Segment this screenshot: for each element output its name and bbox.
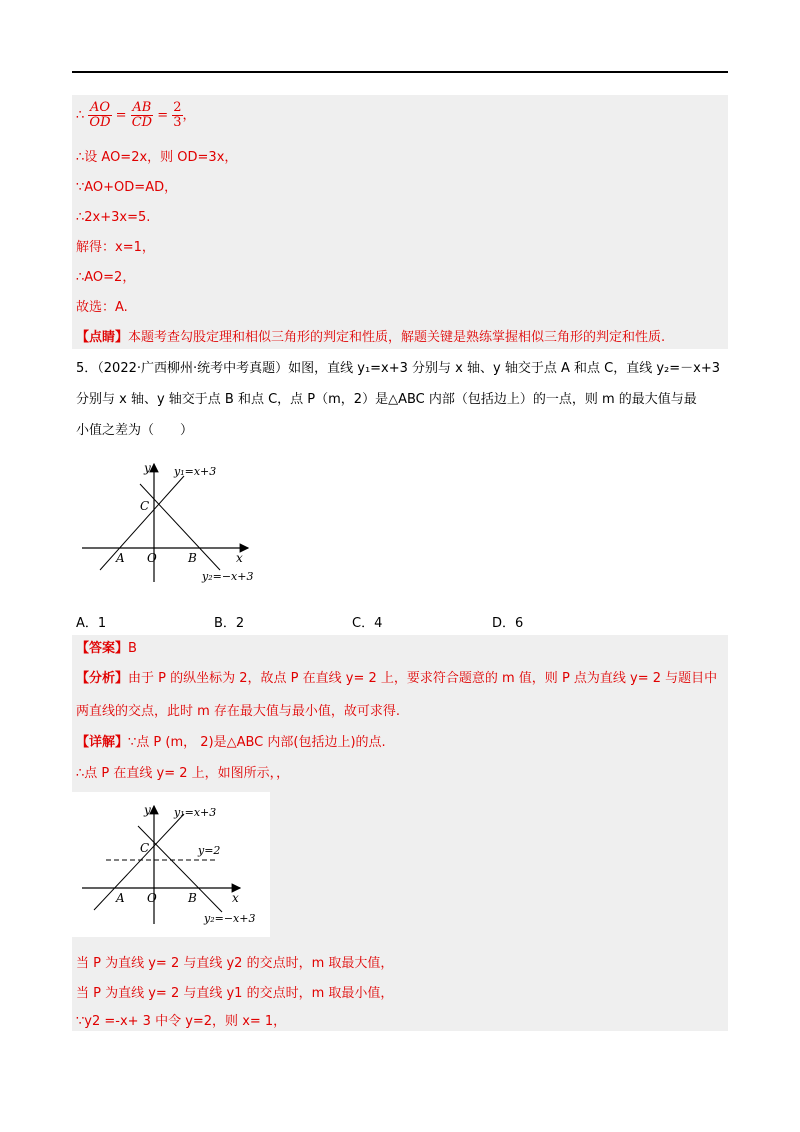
analysis-line: 【分析】由于 P 的纵坐标为 2，故点 P 在直线 y= 2 上，要求符合题意的 m 值，则 P 点为直线 y= 2 与题目中 [76, 671, 718, 686]
solution-line: ∴AO=2， [76, 270, 136, 285]
solution-continuation-block [72, 95, 728, 349]
x-axis-label: x [236, 551, 243, 565]
y1-label: y₁=x+3 [174, 806, 217, 819]
line-y1 [94, 814, 184, 910]
comment-tag: 【点睛】 [76, 330, 129, 345]
x-axis-label: x [232, 891, 239, 905]
detail-tag: 【详解】 [76, 735, 129, 750]
y2-label: y₂=−x+3 [202, 570, 254, 583]
question-line: 5．（2022·广西柳州·统考中考真题）如图，直线 y₁=x+3 分别与 x 轴、y 轴交于点 A 和点 C，直线 y₂=－x+3 [76, 361, 720, 376]
choice-a: A．1 [76, 616, 107, 631]
comment-line [76, 329, 665, 347]
detail-line: 【详解】∵点 P (m， 2)是△ABC 内部(包括边上)的点. [76, 735, 386, 750]
origin-label: O [147, 891, 157, 905]
line-y1 [100, 476, 184, 570]
ratio-equation: ∴ $\frac{AO}{OD}$ = $\frac{AB}{CD}$ = $\frac{2}{3}$ ， [76, 100, 196, 130]
answer-line [76, 640, 137, 658]
y2-label: y₂=−x+3 [204, 912, 256, 925]
question-line: 分别与 x 轴、y 轴交于点 B 和点 C，点 P（m，2）是△ABC 内部（包括边上）的一点，则 m 的最大值与最 [76, 392, 697, 407]
dashed-line-label: y=2 [198, 844, 221, 857]
y1-label: y₁=x+3 [174, 465, 217, 478]
header-rule [72, 71, 728, 73]
analysis-tag: 【分析】 [76, 671, 129, 686]
point-a-label: A [116, 891, 125, 905]
point-c-label: C [140, 499, 150, 513]
comment-text: 本题考查勾股定理和相似三角形的判定和性质，解题关键是熟练掌握相似三角形的判定和性质. [128, 330, 666, 345]
choice-b: B．2 [214, 616, 245, 631]
solution-line: ∴2x+3x=5. [76, 210, 151, 225]
solution-figure [80, 800, 270, 930]
analysis-line: 两直线的交点，此时 m 存在最大值与最小值，故可求得. [76, 704, 401, 719]
point-a-label: A [116, 551, 125, 565]
point-b-label: B [188, 891, 197, 905]
y-axis-label: y [144, 803, 151, 817]
origin-label: O [147, 551, 157, 565]
question-line: 小值之差为（ ） [76, 423, 194, 438]
answer-tag: 【答案】 [76, 641, 129, 656]
detail-line: ∵y2 =-x+ 3 中令 y=2，则 x= 1， [76, 1014, 287, 1029]
point-b-label: B [188, 551, 197, 565]
detail-line: 当 P 为直线 y= 2 与直线 y1 的交点时，m 取最小值， [76, 986, 394, 1001]
choice-c: C．4 [352, 616, 383, 631]
solution-line: ∴设 AO=2x，则 OD=3x， [76, 150, 238, 165]
solution-line: 解得：x=1， [76, 240, 155, 255]
detail-line: ∴点 P 在直线 y= 2 上，如图所示，， [76, 766, 290, 781]
solution-line: ∵AO+OD=AD， [76, 180, 178, 195]
y-axis-label: y [144, 461, 151, 475]
answer-value: B [128, 641, 137, 656]
detail-line: 当 P 为直线 y= 2 与直线 y2 的交点时，m 取最大值， [76, 956, 394, 971]
question-figure [80, 458, 270, 588]
solution-line: 故选：A. [76, 300, 128, 315]
point-c-label: C [140, 841, 150, 855]
choice-d: D．6 [492, 616, 524, 631]
